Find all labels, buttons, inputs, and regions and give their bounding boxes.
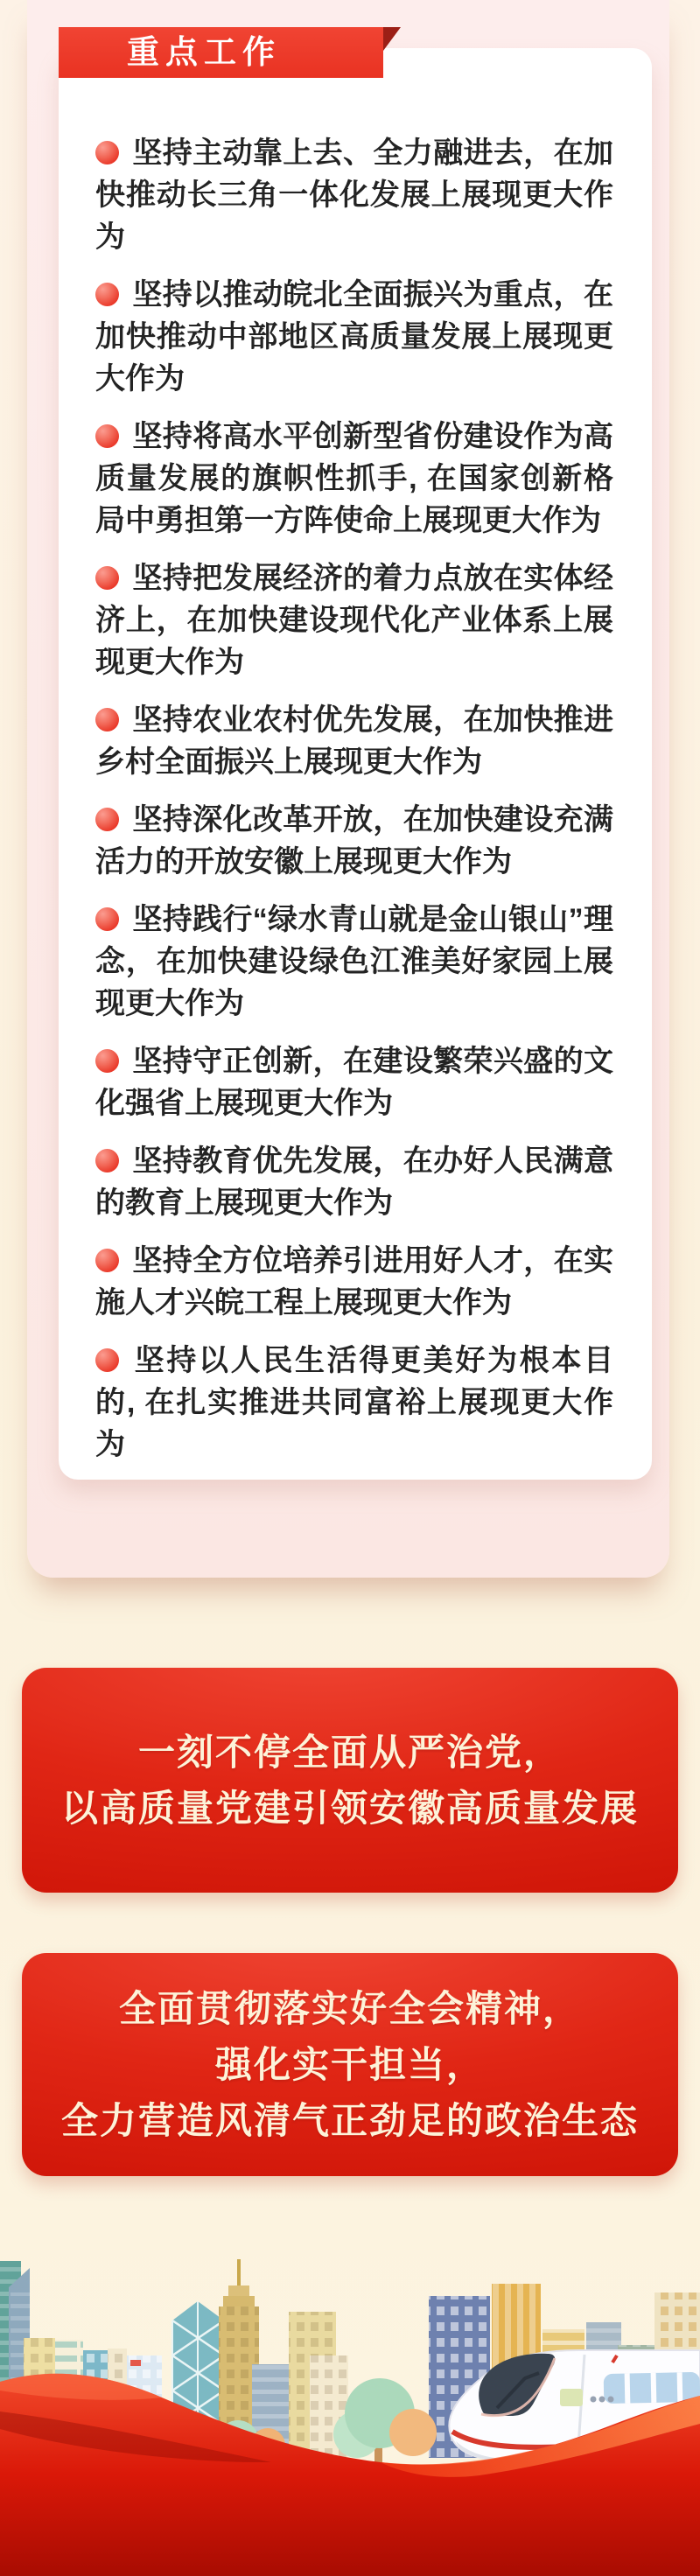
bullet-dot-icon bbox=[95, 1348, 119, 1372]
key-points-card bbox=[59, 48, 652, 1480]
list-item bbox=[95, 274, 613, 400]
key-point-text: 坚持深化改革开放，在加快建设充满活力的开放安徽上展现更大作为 bbox=[95, 803, 613, 878]
key-point-text: 坚持将高水平创新型省份建设作为高质量发展的旗帜性抓手, 在国家创新格局中勇担第一方阵使命上展现更大作为 bbox=[95, 420, 613, 537]
bullet-dot-icon bbox=[95, 141, 119, 164]
key-point-text: 坚持以推动皖北全面振兴为重点，在加快推动中部地区高质量发展上展现更大作为 bbox=[95, 278, 613, 396]
bullet-dot-icon bbox=[95, 283, 119, 306]
key-point-text: 坚持把发展经济的着力点放在实体经济上，在加快建设现代化产业体系上展现更大作为 bbox=[95, 562, 613, 679]
key-work-panel bbox=[27, 0, 669, 1578]
slogan-line: 以高质量党建引领安徽高质量发展 bbox=[60, 1787, 639, 1829]
bullet-dot-icon bbox=[95, 708, 119, 732]
slogan-banner-party-building bbox=[22, 1668, 678, 1893]
slogan-line: 强化实干担当， bbox=[214, 2043, 485, 2085]
slogan-line: 一刻不停全面从严治党， bbox=[137, 1731, 562, 1773]
key-point-text: 坚持全方位培养引进用好人才，在实施人才兴皖工程上展现更大作为 bbox=[95, 1244, 613, 1320]
key-point-text: 坚持守正创新，在建设繁荣兴盛的文化强省上展现更大作为 bbox=[95, 1045, 613, 1120]
bullet-dot-icon bbox=[95, 1149, 119, 1172]
slogan-banner-plenary-spirit bbox=[22, 1953, 678, 2176]
list-item bbox=[95, 899, 613, 1025]
key-point-text: 坚持主动靠上去、全力融进去，在加快推动长三角一体化发展上展现更大作为 bbox=[95, 136, 613, 254]
slogan-line: 全力营造风清气正劲足的政治生态 bbox=[60, 2099, 639, 2141]
key-point-text: 坚持践行“绿水青山就是金山银山”理念，在加快建设绿色江淮美好家园上展现更大作为 bbox=[95, 903, 613, 1020]
key-point-text: 坚持以人民生活得更美好为根本目的, 在扎实推进共同富裕上展现更大作为 bbox=[95, 1344, 613, 1461]
list-item bbox=[95, 1240, 613, 1324]
bullet-dot-icon bbox=[95, 808, 119, 831]
ribbon-badge bbox=[59, 27, 383, 78]
bullet-dot-icon bbox=[95, 907, 119, 931]
list-item bbox=[95, 132, 613, 258]
slogan-line: 全面贯彻落实好全会精神， bbox=[118, 1987, 581, 2029]
bullet-dot-icon bbox=[95, 1249, 119, 1272]
list-item bbox=[95, 699, 613, 783]
list-item bbox=[95, 1340, 613, 1466]
key-point-text: 坚持农业农村优先发展，在加快推进乡村全面振兴上展现更大作为 bbox=[95, 704, 613, 779]
list-item bbox=[95, 1040, 613, 1124]
list-item bbox=[95, 1140, 613, 1224]
key-points-list bbox=[95, 132, 613, 1466]
bullet-dot-icon bbox=[95, 424, 119, 448]
list-item bbox=[95, 799, 613, 883]
list-item bbox=[95, 557, 613, 683]
bullet-dot-icon bbox=[95, 566, 119, 590]
badge-title: 重点工作 bbox=[127, 34, 281, 70]
list-item bbox=[95, 416, 613, 542]
ribbon-fold-icon bbox=[383, 27, 401, 51]
key-point-text: 坚持教育优先发展，在办好人民满意的教育上展现更大作为 bbox=[95, 1144, 613, 1220]
city-train-ribbon-illustration bbox=[0, 2240, 700, 2576]
bullet-dot-icon bbox=[95, 1049, 119, 1073]
